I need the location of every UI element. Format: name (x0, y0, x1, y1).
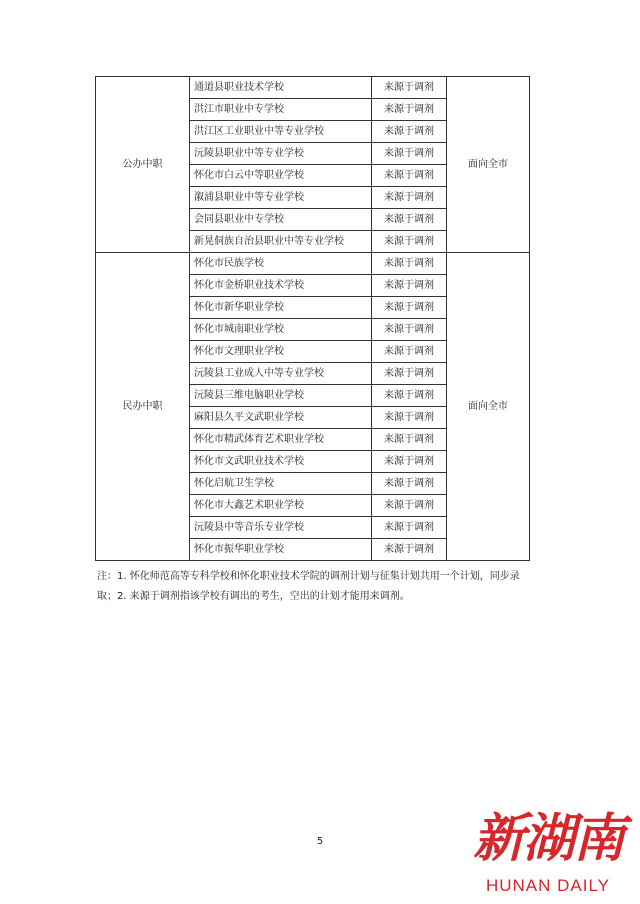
source-cell: 来源于调剂 (372, 429, 447, 451)
school-name-cell: 沅陵县中等音乐专业学校 (190, 517, 372, 539)
table-row (96, 77, 530, 99)
school-name-cell: 会同县职业中专学校 (190, 209, 372, 231)
source-cell: 来源于调剂 (372, 121, 447, 143)
scope-cell: 面向全市 (447, 77, 530, 253)
source-cell: 来源于调剂 (372, 341, 447, 363)
scope-cell: 面向全市 (447, 253, 530, 561)
school-name-cell: 通道县职业技术学校 (190, 77, 372, 99)
school-name-cell: 洪江区工业职业中等专业学校 (190, 121, 372, 143)
source-cell: 来源于调剂 (372, 209, 447, 231)
school-name-cell: 怀化市精武体育艺术职业学校 (190, 429, 372, 451)
school-name-cell: 沅陵县工业成人中等专业学校 (190, 363, 372, 385)
school-name-cell: 怀化市民族学校 (190, 253, 372, 275)
source-cell: 来源于调剂 (372, 187, 447, 209)
school-name-cell: 怀化市文理职业学校 (190, 341, 372, 363)
source-cell: 来源于调剂 (372, 99, 447, 121)
school-name-cell: 怀化市金桥职业技术学校 (190, 275, 372, 297)
school-name-cell: 怀化启航卫生学校 (190, 473, 372, 495)
category-cell: 公办中职 (96, 77, 190, 253)
school-name-cell: 怀化市大鑫艺术职业学校 (190, 495, 372, 517)
school-name-cell: 新晃侗族自治县职业中等专业学校 (190, 231, 372, 253)
admission-plan-table (95, 76, 530, 561)
school-name-cell: 怀化市文武职业技术学校 (190, 451, 372, 473)
table-row (96, 253, 530, 275)
source-cell: 来源于调剂 (372, 363, 447, 385)
source-cell: 来源于调剂 (372, 517, 447, 539)
hunan-daily-watermark-logo (456, 806, 640, 904)
logo-chinese-text: 新湖南 (472, 808, 623, 869)
school-name-cell: 沅陵县职业中等专业学校 (190, 143, 372, 165)
school-name-cell: 怀化市白云中等职业学校 (190, 165, 372, 187)
source-cell: 来源于调剂 (372, 253, 447, 275)
category-cell: 民办中职 (96, 253, 190, 561)
page-number: 5 (316, 836, 324, 847)
source-cell: 来源于调剂 (372, 385, 447, 407)
table-body (96, 77, 530, 561)
logo-english-text: HUNAN DAILY (485, 876, 611, 895)
source-cell: 来源于调剂 (372, 451, 447, 473)
school-name-cell: 沅陵县三维电脑职业学校 (190, 385, 372, 407)
source-cell: 来源于调剂 (372, 319, 447, 341)
footnote: 注：1. 怀化师范高等专科学校和怀化职业技术学院的调剂计划与征集计划共用一个计划，同步录取；2. 来源于调剂指该学校有调出的考生，空出的计划才能用来调剂。 (97, 571, 520, 602)
source-cell: 来源于调剂 (372, 275, 447, 297)
source-cell: 来源于调剂 (372, 77, 447, 99)
source-cell: 来源于调剂 (372, 473, 447, 495)
school-name-cell: 溆浦县职业中等专业学校 (190, 187, 372, 209)
school-name-cell: 怀化市城南职业学校 (190, 319, 372, 341)
school-name-cell: 麻阳县久平文武职业学校 (190, 407, 372, 429)
source-cell: 来源于调剂 (372, 539, 447, 561)
source-cell: 来源于调剂 (372, 495, 447, 517)
source-cell: 来源于调剂 (372, 407, 447, 429)
school-name-cell: 怀化市新华职业学校 (190, 297, 372, 319)
source-cell: 来源于调剂 (372, 297, 447, 319)
school-name-cell: 洪江市职业中专学校 (190, 99, 372, 121)
source-cell: 来源于调剂 (372, 231, 447, 253)
source-cell: 来源于调剂 (372, 143, 447, 165)
school-name-cell: 怀化市振华职业学校 (190, 539, 372, 561)
source-cell: 来源于调剂 (372, 165, 447, 187)
